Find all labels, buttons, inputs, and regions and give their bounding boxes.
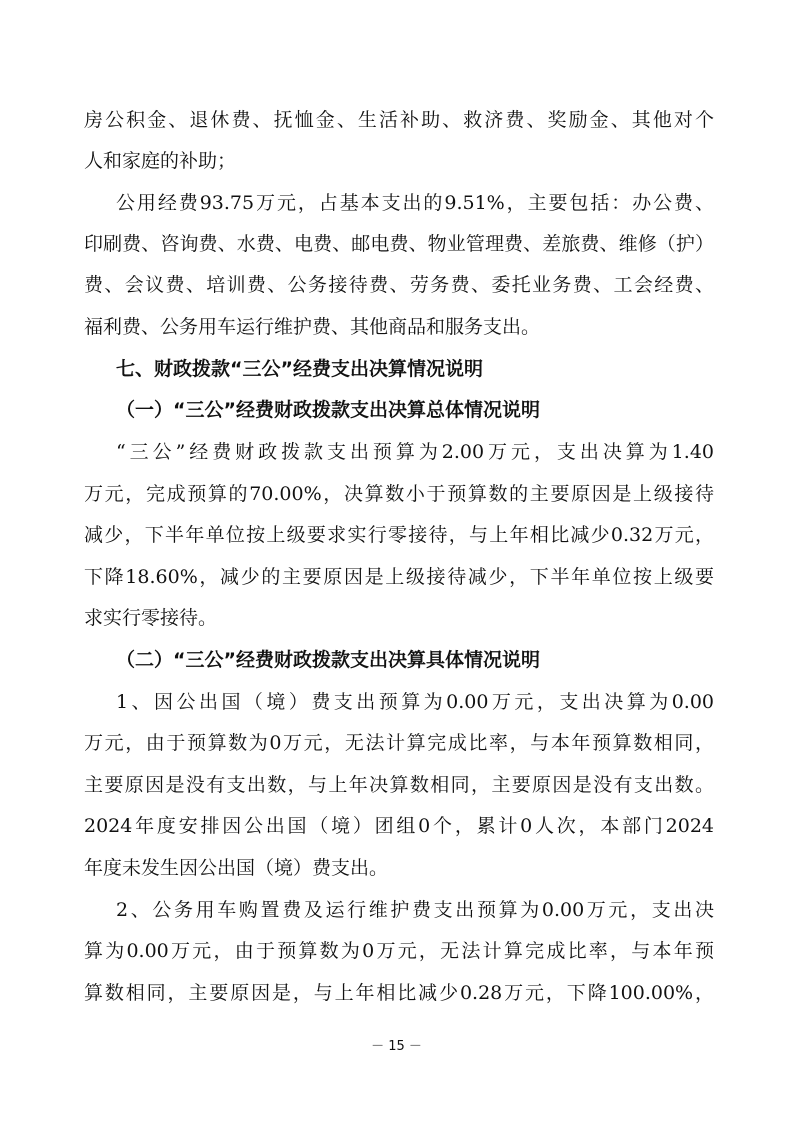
text-line: “三公”经费财政拨款支出预算为2.00万元，支出决算为1.40 — [116, 441, 714, 463]
text-line: 求实行零接待。 — [84, 607, 218, 629]
text-line: 2、公务用车购置费及运行维护费支出预算为0.00万元，支出决 — [116, 899, 714, 921]
page-number: － 15 － — [371, 1039, 422, 1054]
subsection-heading: （一）“三公”经费财政拨款支出决算总体情况说明 — [116, 399, 540, 421]
text-line: 福利费、公务用车运行维护费、其他商品和服务支出。 — [84, 316, 541, 338]
text-line: 1、因公出国（境）费支出预算为0.00万元，支出决算为0.00 — [116, 691, 714, 713]
text-line: 房公积金、退休费、抚恤金、生活补助、救济费、奖励金、其他对个 — [84, 109, 714, 131]
text-line: 算数相同，主要原因是，与上年相比减少0.28万元，下降100.00%， — [84, 982, 714, 1004]
text-line: 公用经费93.75万元，占基本支出的9.51%，主要包括：办公费、 — [116, 192, 714, 214]
text-line: 下降18.60%，减少的主要原因是上级接待减少，下半年单位按上级要 — [84, 566, 714, 588]
text-line: 印刷费、咨询费、水费、电费、邮电费、物业管理费、差旅费、维修（护） — [84, 233, 714, 255]
text-line: 2024年度安排因公出国（境）团组0个，累计0人次，本部门2024 — [84, 815, 714, 837]
subsection-heading: （二）“三公”经费财政拨款支出决算具体情况说明 — [116, 649, 540, 671]
text-line: 算为0.00万元，由于预算数为0万元，无法计算完成比率，与本年预 — [84, 940, 714, 962]
text-line: 万元，由于预算数为0万元，无法计算完成比率，与本年预算数相同， — [84, 732, 714, 754]
text-line: 万元，完成预算的70.00%，决算数小于预算数的主要原因是上级接待 — [84, 483, 714, 505]
text-line: 年度未发生因公出国（境）费支出。 — [84, 857, 389, 879]
text-line: 减少，下半年单位按上级要求实行零接待，与上年相比减少0.32万元， — [84, 524, 714, 546]
text-line: 人和家庭的补助； — [84, 150, 237, 172]
section-heading: 七、财政拨款“三公”经费支出决算情况说明 — [116, 358, 483, 380]
text-line: 费、会议费、培训费、公务接待费、劳务费、委托业务费、工会经费、 — [84, 274, 714, 296]
text-line: 主要原因是没有支出数，与上年决算数相同，主要原因是没有支出数。 — [84, 774, 714, 796]
